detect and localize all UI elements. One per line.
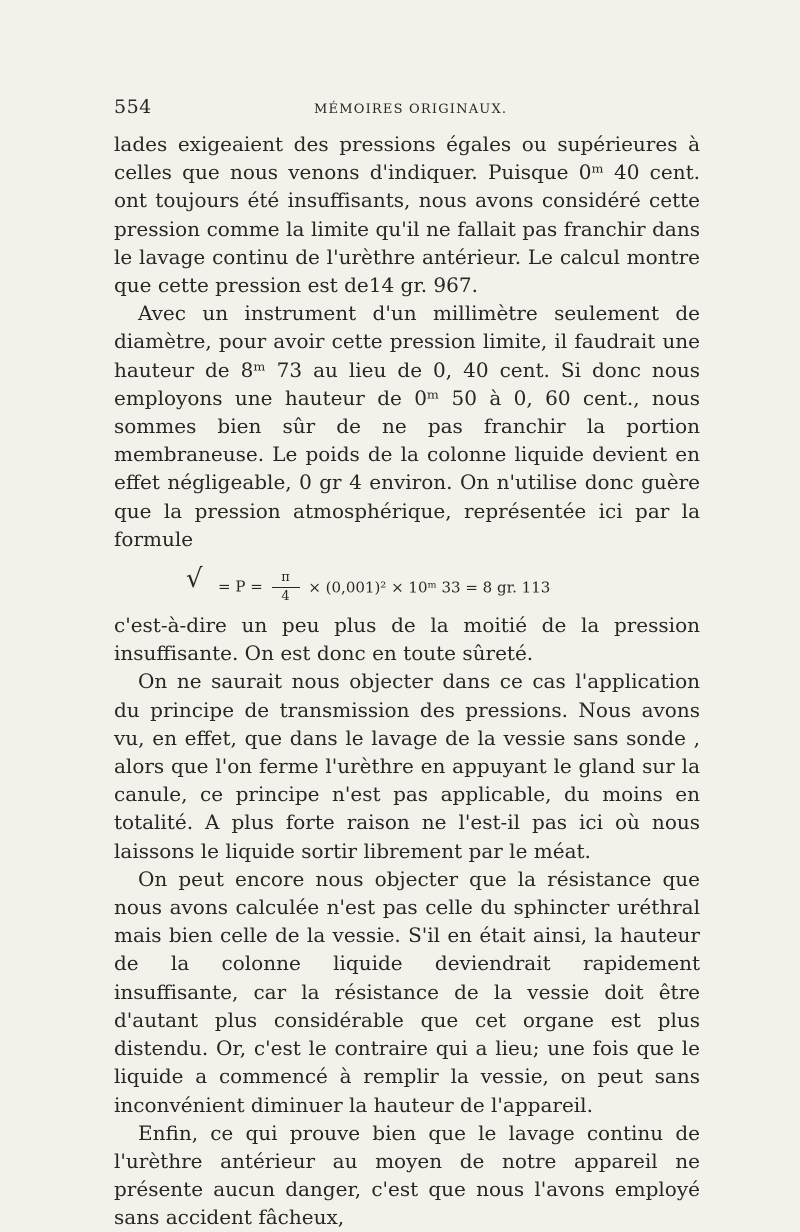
formula-rest: × (0,001)² × 10ᵐ 33 = 8 gr. 113 bbox=[308, 578, 551, 597]
page-header bbox=[114, 96, 700, 126]
formula-numerator: π bbox=[281, 570, 290, 586]
paragraph-4: On ne saurait nous objecter dans ce cas l'application du principe de transmission des pressions. Nous avons vu, en effet, que dans le lavage de la vessie sans sonde , alors que l'on ferme l'urèthre en appuyant le gland sur la canule, ce principe n'est pas applicable, du moins en totalité. A plus forte raison ne l'est-il pas ici où nous laissons le liquide sortir librement par le méat. bbox=[114, 669, 700, 863]
formula-fraction bbox=[272, 571, 300, 604]
paragraph-3: c'est-à-dire un peu plus de la moitié de la pression insuffisante. On est donc en toute sûreté. bbox=[114, 613, 700, 666]
formula-equation bbox=[218, 571, 550, 604]
formula bbox=[114, 553, 700, 611]
paragraph-5: On peut encore nous objecter que la résistance que nous avons calculée n'est pas celle du sphincter uréthral mais bien celle de la vessie. S'il en était ainsi, la hauteur de la colonne liquide deviendrait rapidement insuffisante, car la résistance de la vessie doit être d'autant plus considérable que cet organe est plus distendu. Or, c'est le contraire qui a lieu; une fois que le liquide a commencé à remplir la vessie, on peut sans inconvénient diminuer la hauteur de l'appareil. bbox=[114, 866, 700, 1117]
running-title: MÉMOIRES ORIGINAUX. bbox=[314, 102, 508, 117]
page-number: 554 bbox=[114, 96, 152, 118]
body-text bbox=[114, 130, 700, 1232]
formula-denominator: 4 bbox=[281, 589, 290, 605]
formula-lhs: = P = bbox=[218, 577, 263, 596]
paragraph-6: Enfin, ce qui prouve bien que le lavage continu de l'urèthre antérieur au moyen de notre appareil ne présente aucun danger, c'est que nous l'avons employé sans accident fâcheux, bbox=[114, 1120, 700, 1230]
paragraph-2: Avec un instrument d'un millimètre seulement de diamètre, pour avoir cette pression limite, il faudrait une hauteur de 8ᵐ 73 au lieu de 0, 40 cent. Si donc nous employons une hauteur de 0ᵐ 50 à 0, 60 cent., nous sommes bien sûr de ne pas franchir la portion membraneuse. Le poids de la colonne liquide devient en effet négligeable, 0 gr 4 environ. On n'utilise donc guère que la pression atmosphérique, représentée ici par la formule bbox=[114, 301, 700, 551]
fraction-bar bbox=[272, 587, 300, 588]
paragraph-1: lades exigeaient des pressions égales ou supérieures à celles que nous venons d'indiquer. Puisque 0ᵐ 40 cent. ont toujours été insuffisants, nous avons considéré cette pression comme la limite qu'il ne fallait pas franchir dans le lavage continu de l'urèthre antérieur. Le calcul montre que cette pression est de14 gr. 967. bbox=[114, 132, 700, 298]
radical-sign: √ bbox=[186, 564, 203, 595]
